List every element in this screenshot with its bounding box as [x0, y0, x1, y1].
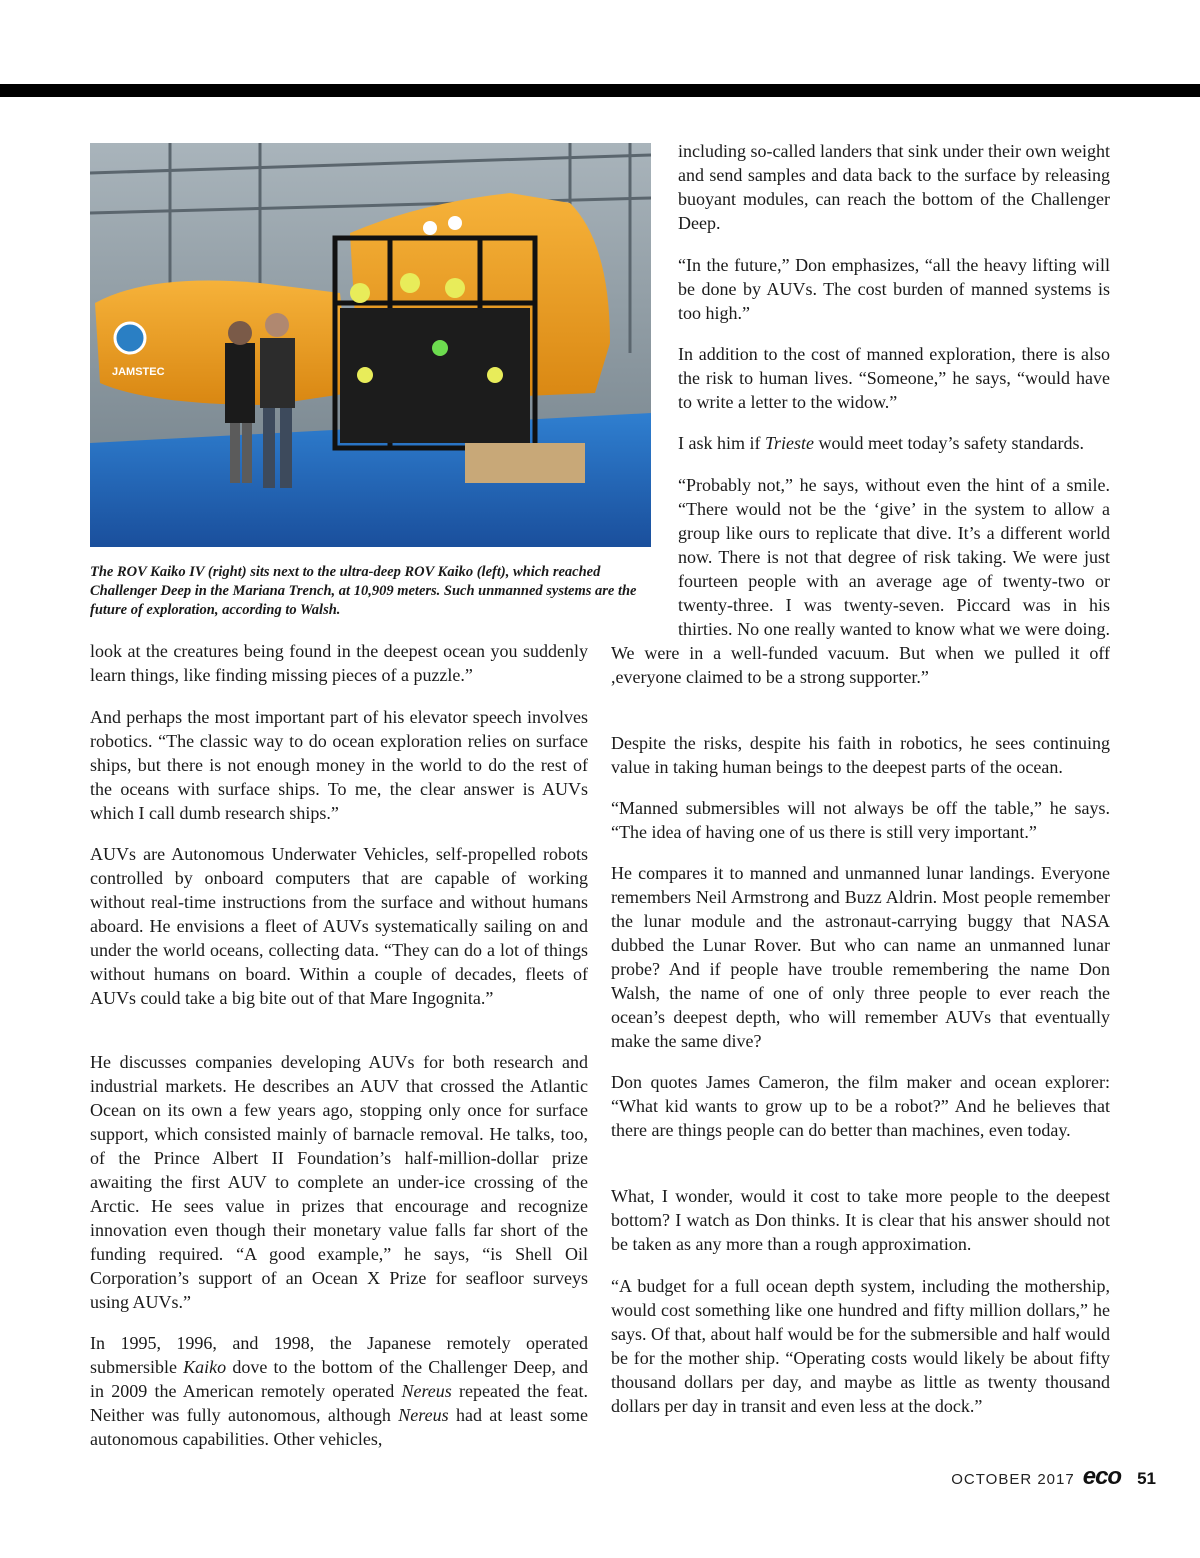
- left-paragraph-1: look at the creatures being found in the deepest ocean you suddenly learn things, like finding missing pieces of a puzzle.”: [90, 641, 588, 685]
- right-paragraph-3: In addition to the cost of manned exploration, there is also the risk to human lives. “Someone,” he says, “would have to write a letter to the widow.”: [678, 344, 1110, 412]
- nereus-italic-1: Nereus: [401, 1381, 452, 1401]
- right-paragraph-1: including so-called landers that sink under their own weight and send samples and data back to the surface by releasing buoyant modules, can reach the bottom of the Challenger Deep.: [678, 141, 1110, 233]
- kaiko-italic: Kaiko: [183, 1357, 227, 1377]
- vehicle-label: JAMSTEC: [112, 366, 165, 378]
- left-paragraph-5-text-d: had at least some autonomous capabilities. Other vehicles,: [90, 1405, 588, 1449]
- right-paragraph-5: [611, 473, 1110, 689]
- left-paragraph-5: [90, 1331, 588, 1451]
- magazine-logo: eco: [1082, 1463, 1122, 1490]
- right-paragraph-11: “A budget for a full ocean depth system, including the mothership, would cost something like one hundred and fifty million dollars,” he says. Of that, about half would be for the submersible and half would be for the mother ship. “Operating costs would likely be about fifty thousand dollars per day, and maybe as little as twenty thousand dollars per day in transit and even less at the dock.”: [611, 1276, 1110, 1416]
- left-paragraph-3: AUVs are Autonomous Underwater Vehicles, self-propelled robots controlled by onboard computers that are capable of working without real-time instructions from the surface and without humans aboard. He envisions a fleet of AUVs systematically sailing on and under the world oceans, collecting data. “They can do a lot of things without humans on board. Within a couple of decades, fleets of AUVs could take a big bite out of that Mare Ingognita.”: [90, 844, 588, 1008]
- right-paragraph-5-text: “Probably not,” he says, without even the hint of a smile. “There would not be the ‘give’ in the system to allow a group like ours to replicate that dive. It’s a different world now. There is not that degree of risk taking. We were just fourteen people with an average age of twenty-two or twenty-three. I was twenty-seven. Piccard was in his thirties. No one really wanted to know what we were doing. We were in a well-funded vacuum. But when we pulled it off ,everyone claimed to be a strong supporter.”: [611, 475, 1110, 687]
- caption-wrap-spacer: [611, 473, 678, 641]
- nereus-italic-2: Nereus: [398, 1405, 449, 1425]
- left-paragraph-5-text-c: repeated the feat. Neither was fully autonomous, although: [90, 1381, 588, 1425]
- right-paragraph-6: Despite the risks, despite his faith in robotics, he sees continuing value in taking human beings to the deepest parts of the ocean.: [611, 733, 1110, 777]
- page-footer: [951, 1463, 1156, 1493]
- right-paragraph-9: Don quotes James Cameron, the film maker and ocean explorer: “What kid wants to grow up to be a robot?” And he believes that there are things people can do better than machines, even today.: [611, 1072, 1110, 1140]
- header-rule: [0, 84, 1200, 97]
- right-paragraph-4-text-a: I ask him if: [678, 433, 765, 453]
- left-paragraph-5-text-a: In 1995, 1996, and 1998, the Japanese remotely operated submersible: [90, 1333, 588, 1377]
- left-paragraph-5-text-b: dove to the bottom of the Challenger Deep, and in 2009 the American remotely operated: [90, 1357, 588, 1401]
- rov-photo: [90, 143, 651, 547]
- page-number: 51: [1137, 1469, 1156, 1488]
- left-paragraph-2: And perhaps the most important part of his elevator speech involves robotics. “The classic way to do ocean exploration relies on surface ships, but there is not enough money in the world to do the rest of the oceans with surface ships. To me, the clear answer is AUVs which I call dumb research ships.”: [90, 707, 588, 823]
- right-paragraph-2: “In the future,” Don emphasizes, “all the heavy lifting will be done by AUVs. The cost burden of manned systems is too high.”: [678, 255, 1110, 323]
- right-paragraph-4: [678, 431, 1110, 455]
- trieste-italic: Trieste: [765, 433, 815, 453]
- right-paragraph-4-text-b: would meet today’s safety standards.: [814, 433, 1084, 453]
- right-paragraph-10: What, I wonder, would it cost to take more people to the deepest bottom? I watch as Don thinks. It is clear that his answer should not be taken as any more than a rough approximation.: [611, 1186, 1110, 1254]
- photo-caption: The ROV Kaiko IV (right) sits next to the ultra-deep ROV Kaiko (left), which reached Challenger Deep in the Mariana Trench, at 10,909 meters. Such unmanned systems are the future of exploration, according to Walsh.: [90, 564, 637, 618]
- left-paragraph-4: He discusses companies developing AUVs for both research and industrial markets. He describes an AUV that crossed the Atlantic Ocean on its own a few years ago, stopping only once for surface support, which consisted mainly of barnacle removal. He talks, too, of the Prince Albert II Foundation’s half-million-dollar prize awaiting the first AUV to complete an under-ice crossing of the Arctic. He sees value in prizes that encourage and recognize innovation even though their monetary value falls far short of the funding required. “A good example,” he says, “is Shell Oil Corporation’s support of an Ocean X Prize for seafloor surveys using AUVs.”: [90, 1052, 588, 1312]
- right-paragraph-7: “Manned submersibles will not always be off the table,” he says. “The idea of having one of us there is still very important.”: [611, 798, 1110, 842]
- issue-date: OCTOBER 2017: [951, 1471, 1075, 1488]
- right-paragraph-8: He compares it to manned and unmanned lunar landings. Everyone remembers Neil Armstrong and Buzz Aldrin. Most people remember the lunar module and the astronaut-carrying buggy that NASA dubbed the Lunar Rover. But who can name an unmanned lunar probe? And if people have trouble remembering the name Don Walsh, the name of one of only three people to ever reach the ocean’s deepest depth, who will remember AUVs that eventually make the same dive?: [611, 863, 1110, 1051]
